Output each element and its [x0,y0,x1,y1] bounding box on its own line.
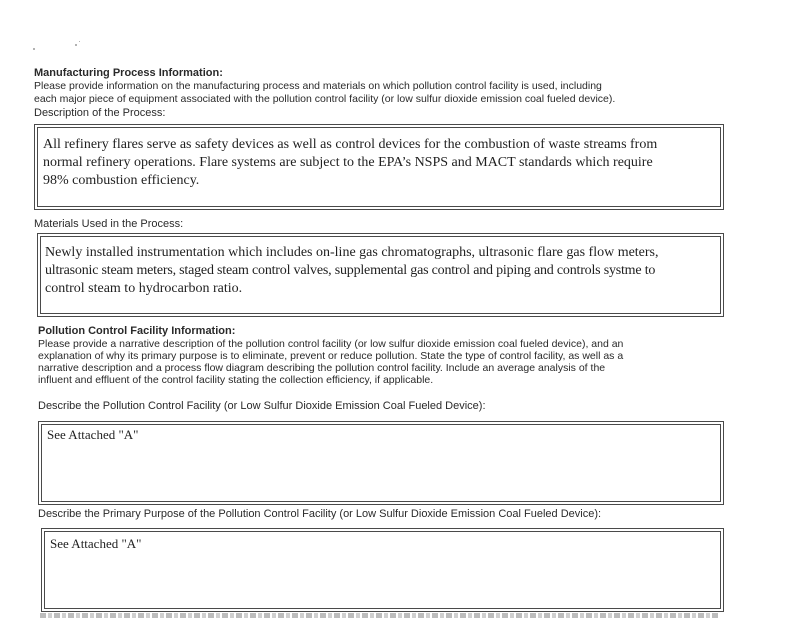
pollution-instruction-line: narrative description and a process flow diagram describing the pollution control facility. Include an average analysis of the [38,362,606,374]
scan-speck [75,44,77,46]
materials-label: Materials Used in the Process: [34,218,184,230]
pollution-instruction-line: explanation of why its primary purpose is to eliminate, prevent or reduce pollution. State the type of control facility, as well as a [38,350,624,362]
description-text-line: 98% combustion efficiency. [43,173,200,188]
manufacturing-instruction-line: Please provide information on the manufacturing process and materials on which pollution control facility is used, including [34,80,602,92]
materials-text-line: Newly installed instrumentation which includes on-line gas chromatographs, ultrasonic flare gas flow meters, [45,245,659,260]
pollution-instruction-line: influent and effluent of the control facility stating the collection efficiency, if applicable. [38,374,434,386]
scan-speck [33,48,35,50]
primary-purpose-field-inner-border [44,531,721,609]
description-text-line: All refinery flares serve as safety devices as well as control devices for the combustion of waste streams from [43,137,658,152]
pollution-instruction-line: Please provide a narrative description of the pollution control facility (or low sulfur dioxide emission coal fueled device), and an [38,338,624,350]
materials-text-line: ultrasonic steam meters, staged steam control valves, supplemental gas control and piping and controls systme to [45,263,656,278]
primary-purpose-label: Describe the Primary Purpose of the Pollution Control Facility (or Low Sulfur Dioxide Emission Coal Fueled Device): [38,508,602,520]
materials-field[interactable] [37,233,724,317]
describe-facility-value: See Attached "A" [47,427,139,442]
manufacturing-heading: Manufacturing Process Information: [34,67,223,79]
manufacturing-instruction-line: each major piece of equipment associated with the pollution control facility (or low sulfur dioxide emission coal fueled device). [34,93,616,105]
primary-purpose-value: See Attached "A" [50,536,142,551]
primary-purpose-field[interactable] [41,528,724,612]
description-text-line: normal refinery operations. Flare systems are subject to the EPA’s NSPS and MACT standards which require [43,155,653,170]
describe-facility-field-inner-border [41,424,721,502]
cut-off-text-line [40,613,720,618]
describe-facility-label: Describe the Pollution Control Facility (or Low Sulfur Dioxide Emission Coal Fueled Device): [38,400,486,412]
pollution-control-heading: Pollution Control Facility Information: [38,325,236,337]
describe-facility-field[interactable] [38,421,724,505]
description-field[interactable] [34,124,724,210]
scan-speck [79,41,80,42]
description-label: Description of the Process: [34,107,166,119]
materials-text-line: control steam to hydrocarbon ratio. [45,281,243,296]
